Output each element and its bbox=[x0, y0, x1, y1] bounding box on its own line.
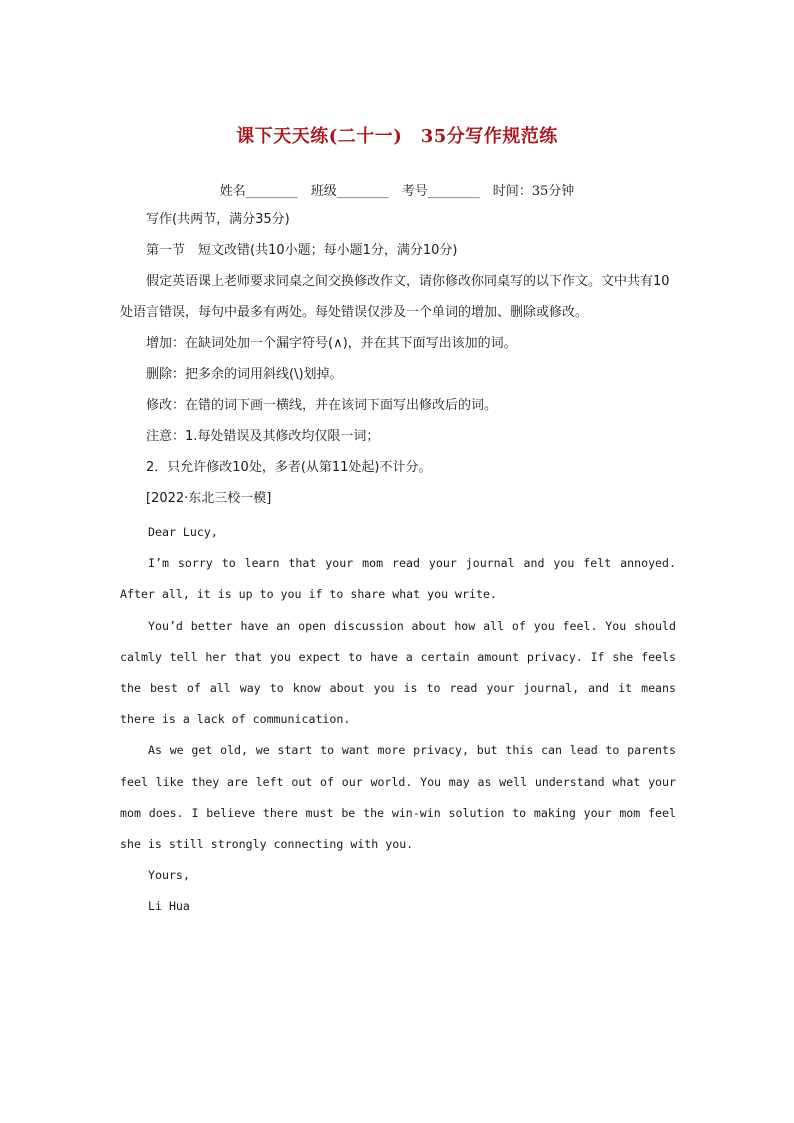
instruction-delete: 删除：把多余的词用斜线(\)划掉。 bbox=[146, 367, 343, 382]
instruction-modify: 修改：在错的词下画一横线，并在该词下面写出修改后的词。 bbox=[146, 398, 498, 413]
student-info-line: 姓名________ 班级________ 考号________ 时间：35分钟 bbox=[219, 184, 575, 199]
instructions-intro: 假定英语课上老师要求同桌之间交换修改作文，请你修改你同桌写的以下作文。文中共有10处语言错误，每句中最多有两处。每处错误仅涉及一个单词的增加、删除或修改。 bbox=[120, 274, 670, 320]
letter-signature: Li Hua bbox=[148, 899, 190, 914]
letter-paragraph-2: You’d better have an open discussion about how all of you feel. You should calmly tell her that you expect to have a certain amount privacy. If she feels the best of all way to know about you is to read your journal, and it means there is a lack of communication. bbox=[120, 618, 676, 727]
letter-closing: Yours, bbox=[148, 868, 190, 883]
section-heading: 写作(共两节，满分35分) bbox=[146, 212, 290, 227]
page-title: 课下天天练(二十一) 35分写作规范练 bbox=[236, 126, 558, 147]
instruction-note-2: 2．只允许修改10处，多者(从第11处起)不计分。 bbox=[146, 460, 432, 475]
letter-paragraph-1: I’m sorry to learn that your mom read your journal and you felt annoyed. After all, it is up to you if to share what you write. bbox=[120, 556, 676, 602]
instruction-note-1: 注意：1.每处错误及其修改均仅限一词； bbox=[146, 429, 380, 444]
letter-body bbox=[120, 517, 676, 923]
instruction-add: 增加：在缺词处加一个漏字符号(∧)，并在其下面写出该加的词。 bbox=[146, 336, 517, 351]
source-tag: [2022·东北三校一模] bbox=[146, 491, 272, 506]
letter-greeting: Dear Lucy, bbox=[148, 525, 218, 539]
instructions-block bbox=[120, 204, 680, 514]
part-heading: 第一节 短文改错(共10小题；每小题1分，满分10分) bbox=[146, 243, 458, 258]
letter-paragraph-3: As we get old, we start to want more privacy, but this can lead to parents feel like they are left out of our world. You may as well understand what your mom does. I believe there must be the win-win solution to making your mom feel she is still strongly connecting with you. bbox=[120, 743, 676, 852]
